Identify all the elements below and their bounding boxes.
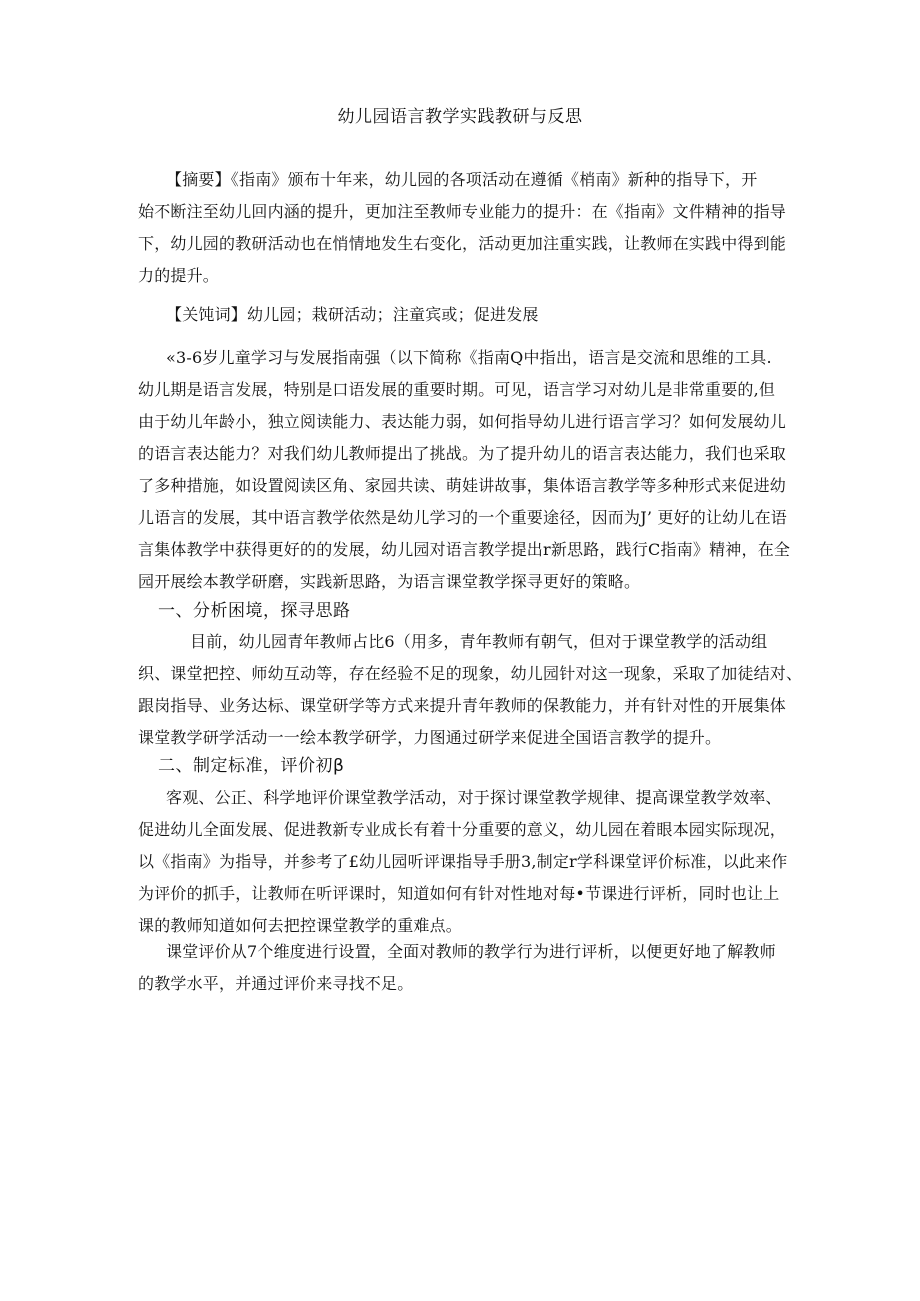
section1-line: 织、课堂把控、师幼互动等，存在经验不足的现象，幼儿园针对这一现象，采取了加徒结对、: [138, 664, 803, 683]
section2-line: 课的教师知道如何去把控课堂教学的重难点。: [138, 916, 463, 935]
section2-line: 以《指南》为指导，并参考了£幼儿园听评课指导手册3,制定r学科课堂评价标准，以此来作: [138, 852, 788, 871]
section-heading: 二、制定标准，评价初β: [158, 756, 345, 776]
intro-line: 幼儿期是语言发展，特别是口语发展的重要时期。可见，语言学习对幼儿是非常重要的,但: [138, 380, 776, 399]
section2-line: 为评价的抓手，让教师在听评课时，知道如何有针对性地对每•节课进行评析，同时也让上: [138, 884, 780, 903]
section1-line: 目前，幼儿园青年教师占比6（用多，青年教师有朝气，但对于课堂教学的活动组: [190, 632, 768, 651]
abstract-line: 力的提升。: [138, 266, 220, 285]
intro-line: 由于幼儿年龄小，独立阅读能力、表达能力弱，如何指导幼儿进行语言学习？如何发展幼儿: [138, 412, 787, 431]
intro-line: «3-6岁儿童学习与发展指南强（以下简称《指南Q中指出，语言是交流和思维的工具.: [166, 348, 772, 367]
section1-line: 跟岗指导、业务达标、课堂研学等方式来提升青年教师的保教能力，并有针对性的开展集体: [138, 696, 787, 715]
intro-line: 园开展绘本教学研磨，实践新思路，为语言课堂教学探寻更好的策略。: [138, 572, 641, 591]
abstract-line: 下，幼儿园的教研活动也在悄情地发生右变化，活动更加注重实践，让教师在实践中得到能: [138, 234, 787, 253]
abstract-line: 【摘要】《指南》颁布十年来，幼儿园的各项活动在遵循《梢南》新种的指导下，开: [166, 170, 758, 189]
intro-line: 言集体教学中获得更好的的发展，幼儿园对语言教学提出r新思路，践行C指南》精神，在全: [138, 540, 791, 559]
document-title: 幼儿园语言教学实践教研与反思: [337, 107, 583, 127]
section2-line: 课堂评价从7个维度进行设置，全面对教师的教学行为进行评析，以便更好地了解教师: [166, 942, 776, 961]
section1-line: 课堂教学研学活动一一绘本教学研学，力图通过研学来促进全国语言教学的提升。: [138, 728, 722, 747]
section-heading: 一、分析困境，探寻思路: [158, 601, 351, 621]
section2-line: 促进幼儿全面发展、促进教新专业成长有着十分重要的意义，幼儿园在着眼本园实际现况，: [138, 820, 787, 839]
section2-line: 的教学水平，并通过评价来寻找不足。: [138, 974, 414, 993]
intro-line: 儿语言的发展，其中语言教学依然是幼儿学习的一个重要途径，因而为J’ 更好的让幼儿在语: [138, 508, 787, 527]
intro-line: 了多种措施，如设置阅读区角、家园共读、萌娃讲故事，集体语言教学等多种形式来促进幼: [138, 476, 787, 495]
abstract-line: 始不断注至幼儿回内涵的提升，更加注至教师专业能力的提升：在《指南》文件精神的指导: [138, 202, 787, 221]
section2-line: 客观、公正、科学地评价课堂教学活动，对于探讨课堂教学规律、提高课堂教学效率、: [166, 788, 782, 807]
keywords-line: 【关饨词】幼儿园；栽研活动；注童宾或；促进发展: [166, 305, 539, 324]
intro-line: 的语言表达能力？对我们幼儿教师提出了挑战。为了提升幼儿的语言表达能力，我们也采取: [138, 444, 787, 463]
